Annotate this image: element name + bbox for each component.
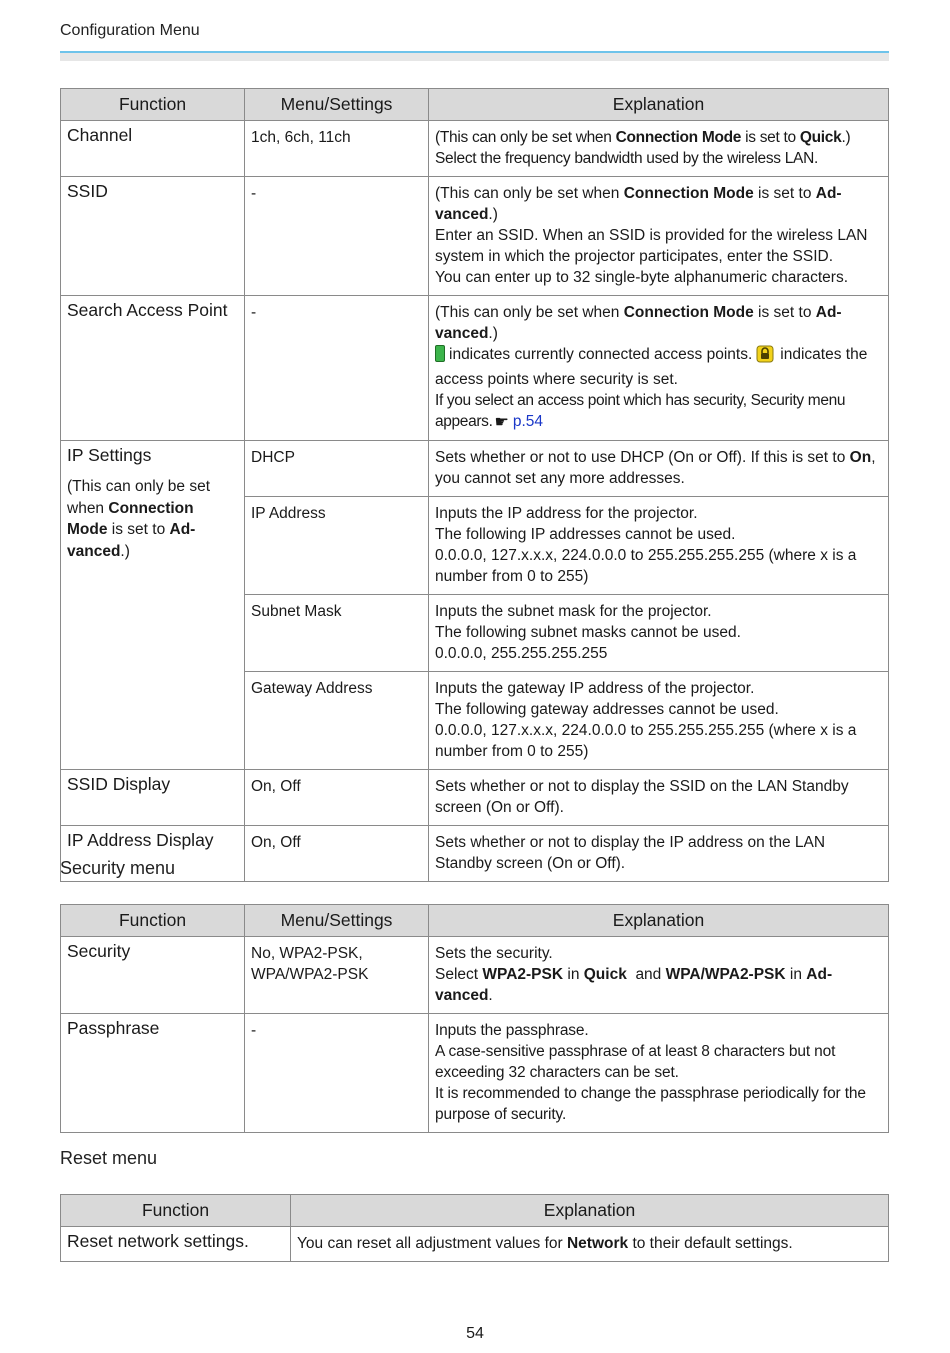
- table-row-security: [61, 937, 889, 1014]
- table-row-dhcp: [61, 441, 889, 497]
- function-search-access-point: Search Access Point: [61, 296, 245, 441]
- table-header-row: [61, 89, 889, 121]
- table-row-ssid: [61, 177, 889, 296]
- function-ip-settings: [61, 441, 245, 770]
- table-row-search-access-point: [61, 296, 889, 441]
- explanation-passphrase: Inputs the passphrase. A case-sensitive passphrase of at least 8 characters but not exceeding 32 characters can be set. It is recommended to change the passphrase periodically for the purpose of security.: [429, 1014, 889, 1133]
- table-row-passphrase: [61, 1014, 889, 1133]
- page-header: Configuration Menu: [60, 22, 200, 39]
- explanation-subnet-mask: Inputs the subnet mask for the projector. The following subnet masks cannot be used. 0.0.0.0, 255.255.255.255: [429, 595, 889, 672]
- connected-access-point-icon: [435, 345, 445, 362]
- header-band: [60, 53, 889, 61]
- ip-settings-label: IP Settings: [67, 445, 152, 465]
- settings-security: No, WPA2-PSK, WPA/WPA2-PSK: [245, 937, 429, 1014]
- column-header-function: Function: [61, 1195, 291, 1227]
- table-row-ssid-display: [61, 770, 889, 826]
- explanation-gateway-address: Inputs the gateway IP address of the projector. The following gateway addresses cannot be used. 0.0.0.0, 127.x.x.x, 224.0.0.0 to 255.255.255.255 (where x is a number from 0 to 255): [429, 672, 889, 770]
- column-header-function: Function: [61, 905, 245, 937]
- explanation-channel: (This can only be set when Connection Mode is set to Quick.) Select the frequency bandwidth used by the wireless LAN.: [429, 121, 889, 177]
- section-title-reset: Reset menu: [60, 1148, 158, 1168]
- settings-subnet-mask: Subnet Mask: [245, 595, 429, 672]
- settings-ip-address-display: On, Off: [245, 826, 429, 882]
- lock-icon: [756, 345, 774, 369]
- column-header-explanation: Explanation: [429, 89, 889, 121]
- page-number: 54: [466, 1325, 484, 1342]
- settings-ssid-display: On, Off: [245, 770, 429, 826]
- column-header-explanation: Explanation: [429, 905, 889, 937]
- table-row-reset-network: [61, 1227, 889, 1262]
- explanation-reset-network-settings: You can reset all adjustment values for Network to their default settings.: [291, 1227, 889, 1262]
- security-menu-table: [60, 904, 889, 1133]
- settings-gateway-address: Gateway Address: [245, 672, 429, 770]
- column-header-menu-settings: Menu/Settings: [245, 89, 429, 121]
- settings-search-access-point: -: [245, 296, 429, 441]
- table-row-ip-address-display: [61, 826, 889, 882]
- function-ip-address-display: IP Address Display: [61, 826, 245, 882]
- ip-settings-note: (This can only be set when Connection Mode is set to Ad-vanced.): [67, 478, 211, 560]
- wireless-settings-table: [60, 88, 889, 882]
- table-row-channel: [61, 121, 889, 177]
- table-header-row: [61, 1195, 889, 1227]
- page-reference-link[interactable]: p.54: [512, 413, 544, 430]
- explanation-ssid: (This can only be set when Connection Mode is set to Ad-vanced.) Enter an SSID. When an SSID is provided for the wireless LAN system in which the projector participates, enter the SSID. You can enter up to 32 single-byte alphanumeric characters.: [429, 177, 889, 296]
- column-header-menu-settings: Menu/Settings: [245, 905, 429, 937]
- explanation-ip-address: Inputs the IP address for the projector. The following IP addresses cannot be used. 0.0.0.0, 127.x.x.x, 224.0.0.0 to 255.255.255.255 (where x is a number from 0 to 255): [429, 497, 889, 595]
- explanation-ssid-display: Sets whether or not to display the SSID on the LAN Standby screen (On or Off).: [429, 770, 889, 826]
- explanation-ip-address-display: Sets whether or not to display the IP address on the LAN Standby screen (On or Off).: [429, 826, 889, 882]
- explanation-security: Sets the security. Select WPA2-PSK in Quick and WPA/WPA2-PSK in Ad-vanced.: [429, 937, 889, 1014]
- explanation-dhcp: Sets whether or not to use DHCP (On or Off). If this is set to On, you cannot set any more addresses.: [429, 441, 889, 497]
- section-title-security: Security menu: [60, 858, 176, 878]
- function-ssid: SSID: [61, 177, 245, 296]
- explanation-search-access-point: (This can only be set when Connection Mode is set to Ad-vanced.) indicates currently connected access points. indicates the access points where security is set. If you select an access point which has security, Security menu appears. ☛ p.54: [429, 296, 889, 441]
- function-security: Security: [61, 937, 245, 1014]
- table-header-row: [61, 905, 889, 937]
- function-passphrase: Passphrase: [61, 1014, 245, 1133]
- reset-menu-table: [60, 1194, 889, 1262]
- settings-dhcp: DHCP: [245, 441, 429, 497]
- settings-ip-address: IP Address: [245, 497, 429, 595]
- function-ssid-display: SSID Display: [61, 770, 245, 826]
- column-header-explanation: Explanation: [291, 1195, 889, 1227]
- pointing-hand-icon: ☛: [494, 414, 509, 431]
- column-header-function: Function: [61, 89, 245, 121]
- settings-channel: 1ch, 6ch, 11ch: [245, 121, 429, 177]
- function-reset-network-settings: Reset network settings.: [61, 1227, 291, 1262]
- function-channel: Channel: [61, 121, 245, 177]
- settings-passphrase: -: [245, 1014, 429, 1133]
- settings-ssid: -: [245, 177, 429, 296]
